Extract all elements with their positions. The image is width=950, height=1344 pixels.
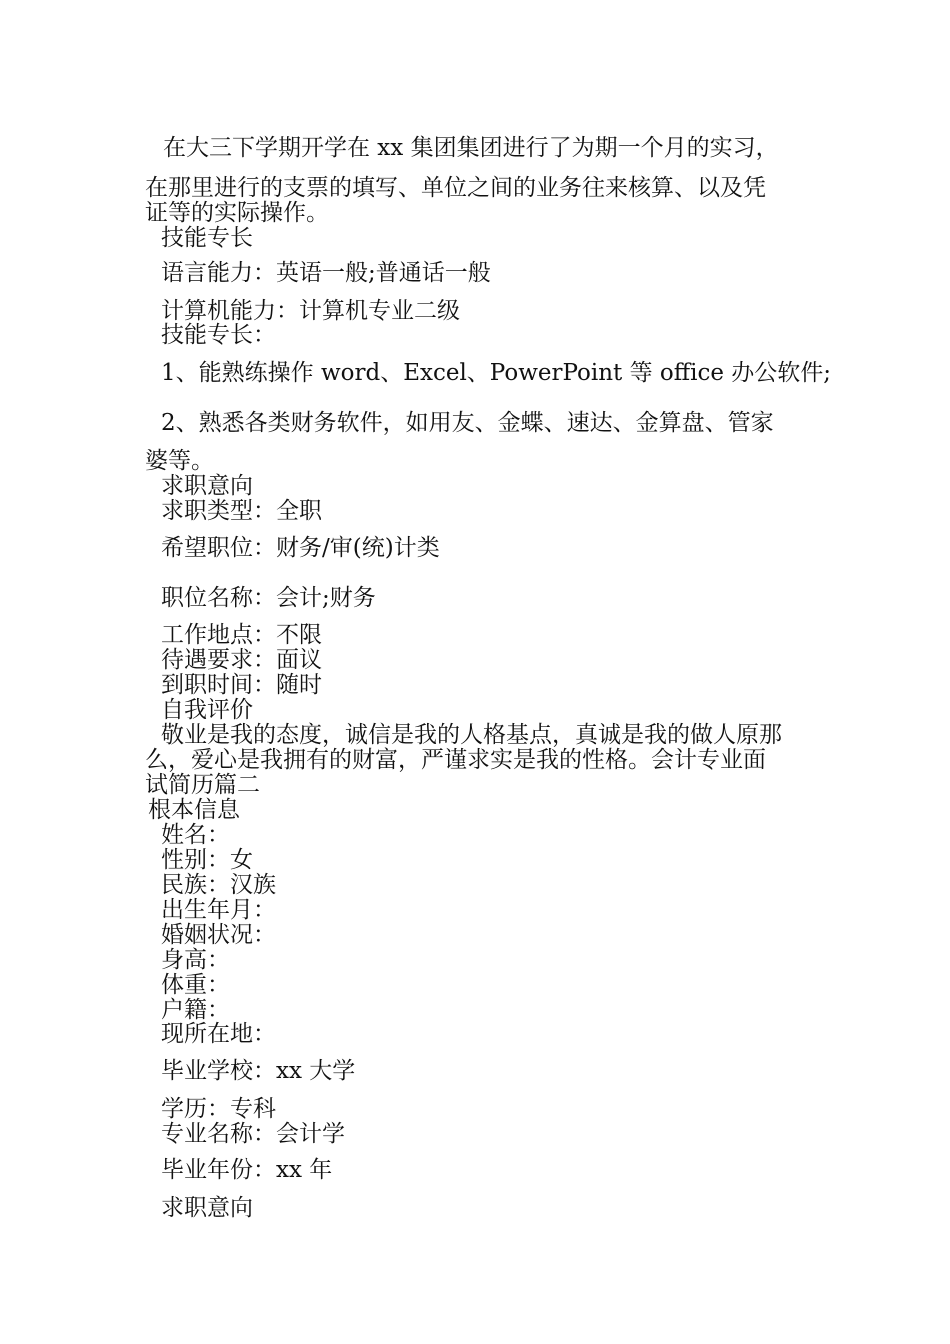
text-line: 出生年月： bbox=[161, 897, 276, 923]
section-heading: 技能专长 bbox=[161, 225, 253, 251]
text-line: 学历：专科 bbox=[161, 1096, 276, 1122]
text-line: 姓名： bbox=[161, 822, 230, 848]
text-line: 技能专长： bbox=[161, 322, 276, 348]
text-line: 在那里进行的支票的填写、单位之间的业务往来核算、以及凭 bbox=[145, 175, 766, 201]
text-line: 在大三下学期开学在 xx 集团集团进行了为期一个月的实习， bbox=[163, 135, 779, 161]
text-line: 体重： bbox=[161, 972, 230, 998]
text-line: 毕业年份：xx 年 bbox=[161, 1157, 333, 1183]
text-line: 证等的实际操作。 bbox=[145, 200, 329, 226]
section-heading: 求职意向 bbox=[161, 1195, 253, 1221]
text-line: 希望职位：财务/审(统)计类 bbox=[161, 535, 440, 561]
text-line: 敬业是我的态度，诚信是我的人格基点，真诚是我的做人原那 bbox=[161, 722, 782, 748]
text-line: 职位名称：会计;财务 bbox=[161, 585, 376, 611]
text-line: 到职时间：随时 bbox=[161, 672, 322, 698]
text-line: 婚姻状况： bbox=[161, 922, 276, 948]
text-line: 2、熟悉各类财务软件，如用友、金蝶、速达、金算盘、管家 bbox=[161, 410, 774, 436]
text-line: 工作地点：不限 bbox=[161, 622, 322, 648]
text-line: 民族：汉族 bbox=[161, 872, 276, 898]
text-line: 待遇要求：面议 bbox=[161, 647, 322, 673]
text-line: 身高： bbox=[161, 947, 230, 973]
section-heading: 求职意向 bbox=[161, 473, 253, 499]
text-line: 语言能力：英语一般;普通话一般 bbox=[161, 260, 491, 286]
text-line: 毕业学校：xx 大学 bbox=[161, 1058, 356, 1084]
section-heading: 根本信息 bbox=[148, 797, 240, 823]
text-line: 计算机能力：计算机专业二级 bbox=[161, 298, 460, 324]
text-line: 么，爱心是我拥有的财富，严谨求实是我的性格。会计专业面 bbox=[145, 747, 766, 773]
text-line: 1、能熟练操作 word、Excel、PowerPoint 等 office 办公软件; bbox=[161, 360, 832, 386]
section-heading: 自我评价 bbox=[161, 697, 253, 723]
text-line: 户籍： bbox=[161, 997, 230, 1023]
text-line: 试简历篇二 bbox=[145, 772, 260, 798]
text-line: 性别：女 bbox=[161, 847, 253, 873]
text-line: 专业名称：会计学 bbox=[161, 1121, 345, 1147]
text-line: 求职类型：全职 bbox=[161, 498, 322, 524]
text-line: 婆等。 bbox=[145, 448, 214, 474]
text-line: 现所在地： bbox=[161, 1021, 276, 1047]
